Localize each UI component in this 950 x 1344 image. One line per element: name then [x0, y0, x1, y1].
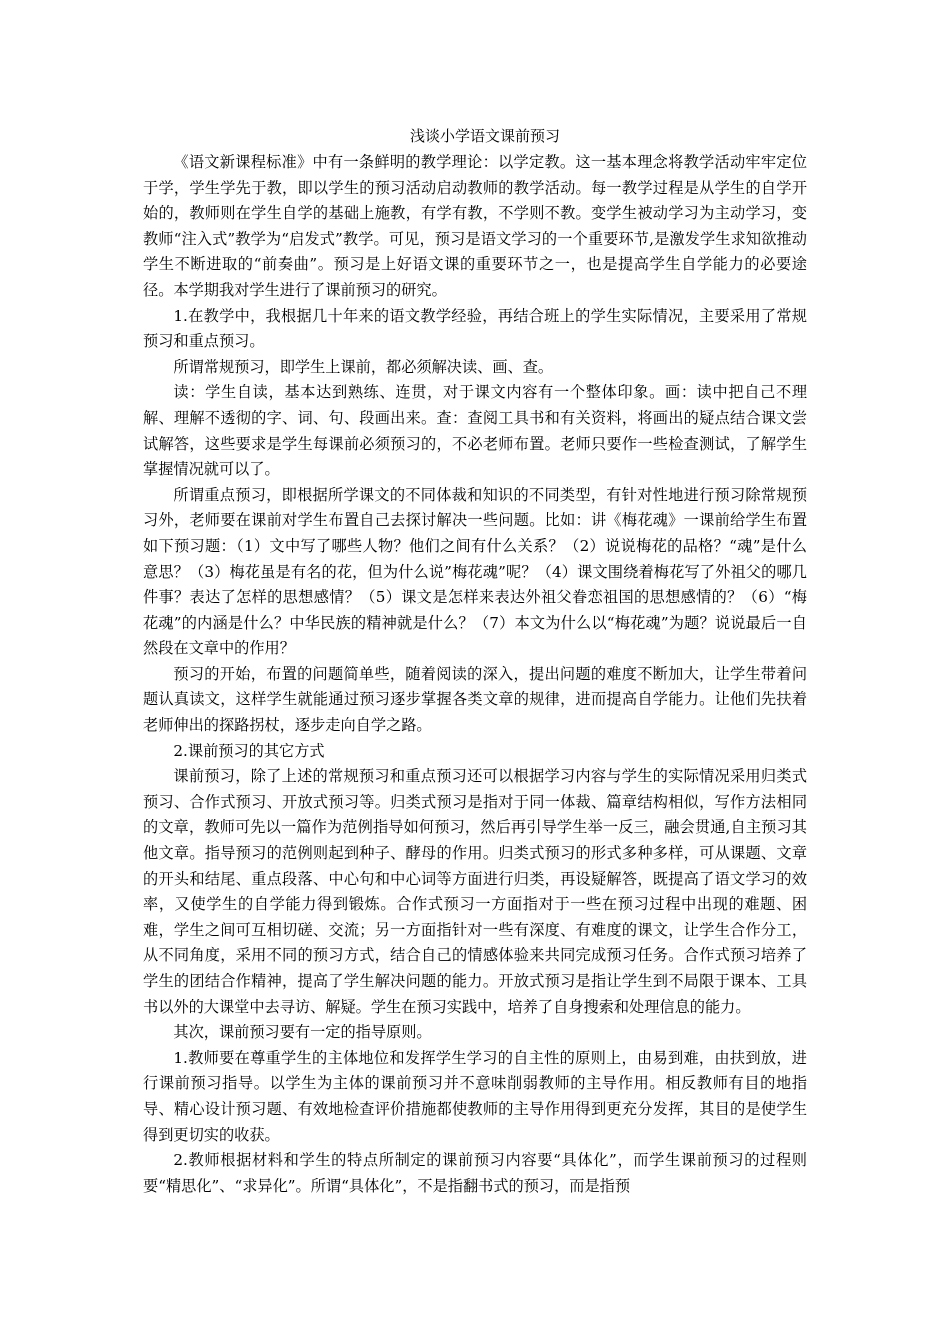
paragraph-principle-2: 2.教师根据材料和学生的特点所制定的课前预习内容要“具体化”，而学生课前预习的过程则要“精思化”、“求异化”。所谓“具体化”，不是指翻书式的预习，而是指预	[143, 1151, 807, 1195]
document-page	[143, 124, 807, 1199]
paragraph-point-1: 1.在教学中，我根据几十年来的语文教学经验，再结合班上的学生实际情况，主要采用了常规预习和重点预习。	[143, 306, 807, 351]
paragraph-principle-1: 1.教师要在尊重学生的主体地位和发挥学生学习的自主性的原则上，由易到难，由扶到放，进行课前预习指导。以学生为主体的课前预习并不意味削弱教师的主导作用。相反教师有目的地指导、精心设计预习题、有效地检查评价措施都使教师的主导作用得到更充分发挥，其目的是使学生得到更切实的收获。	[143, 1048, 807, 1144]
paragraph-principles-intro: 其次，课前预习要有一定的指导原则。	[173, 1023, 432, 1042]
paragraph-read-draw-check: 读：学生自读，基本达到熟练、连贯，对于课文内容有一个整体印象。画：读中把自己不理解、理解不透彻的字、词、句、段画出来。查：查阅工具书和有关资料，将画出的疑点结合课文尝试解答，这些要求是学生每课前必须预习的，不必老师布置。老师只要作一些检查测试，了解学生掌握情况就可以了。	[143, 383, 807, 479]
paragraph-routine-preview: 所谓常规预习，即学生上课前，都必须解决读、画、查。	[173, 357, 554, 376]
paragraph-preview-start: 预习的开始，布置的问题简单些，随着阅读的深入，提出问题的难度不断加大，让学生带着问题认真读文，这样学生就能通过预习逐步掌握各类文章的规律，进而提高自学能力。让他们先扶着老师伸出的探路拐杖，逐步走向自学之路。	[143, 664, 807, 735]
paragraph-key-preview: 所谓重点预习，即根据所学课文的不同体裁和知识的不同类型，有针对性地进行预习除常规预习外，老师要在课前对学生布置自己去探讨解决一些问题。比如：讲《梅花魂》一课前给学生布置如下预习题：（1）文中写了哪些人物？他们之间有什么关系？（2）说说梅花的品格？“魂”是什么意思？（3）梅花虽是有名的花，但为什么说”梅花魂”呢？（4）课文围绕着梅花写了外祖父的哪几件事？表达了怎样的思想感情？（5）课文是怎样来表达外祖父眷恋祖国的思想感情的？（6）“梅花魂”的内涵是什么？中华民族的精神就是什么？（7）本文为什么以“梅花魂”为题？说说最后一自然段在文章中的作用？	[143, 485, 807, 658]
paragraph-intro: 《语文新课程标准》中有一条鲜明的教学理论：以学定教。这一基本理念将教学活动牢牢定位于学，学生学先于教，即以学生的预习活动启动教师的教学活动。每一教学过程是从学生的自学开始的，教师则在学生自学的基础上施教，有学有教，不学则不教。变学生被动学习为主动学习，变教师“注入式”教学为“启发式”教学。可见，预习是语文学习的一个重要环节,是激发学生求知欲推动学生不断进取的“前奏曲”。预习是上好语文课的重要环节之一，也是提高学生自学能力的必要途径。本学期我对学生进行了课前预习的研究。	[143, 153, 807, 299]
paragraph-other-methods: 课前预习，除了上述的常规预习和重点预习还可以根据学习内容与学生的实际情况采用归类式预习、合作式预习、开放式预习等。归类式预习是指对于同一体裁、篇章结构相似，写作方法相同的文章，教师可先以一篇作为范例指导如何预习，然后再引导学生举一反三，融会贯通,自主预习其他文章。指导预习的范例则起到种子、酵母的作用。归类式预习的形式多种多样，可从课题、文章的开头和结尾、重点段落、中心句和中心词等方面进行归类，再设疑解答，既提高了语文学习的效率，又使学生的自学能力得到锻炼。合作式预习一方面指对于一些在预习过程中出现的难题、困难，学生之间可互相切磋、交流；另一方面指针对一些有深度、有难度的课文，让学生合作分工，从不同角度，采用不同的预习方式，结合自己的情感体验来共同完成预习任务。合作式预习培养了学生的团结合作精神，提高了学生解决问题的能力。开放式预习是指让学生到不局限于课本、工具书以外的大课堂中去寻访、解疑。学生在预习实践中，培养了自身搜索和处理信息的能力。	[143, 767, 807, 1016]
paragraph-section-2-heading: 2.课前预习的其它方式	[173, 741, 325, 760]
document-title: 浅谈小学语文课前预习	[409, 127, 560, 145]
